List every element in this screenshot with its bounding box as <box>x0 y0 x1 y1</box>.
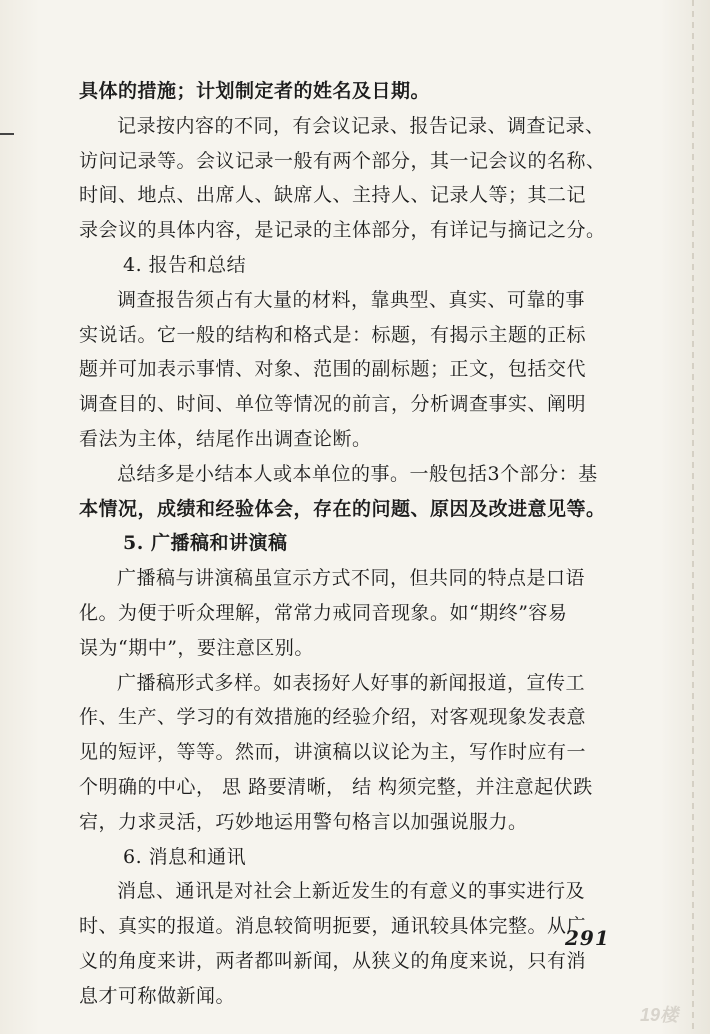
text-line: 记录按内容的不同，有会议记录、报告记录、调查记录、 <box>117 114 605 137</box>
text-line: 调查报告须占有大量的材料，靠典型、真实、可靠的事 <box>117 288 586 311</box>
text-line: 时、真实的报道。消息较简明扼要，通讯较具体完整。从广 <box>79 915 587 938</box>
text-line: 化。为便于听众理解，常常力戒同音现象。如“期终”容易 <box>79 601 568 624</box>
text-line: 广播稿形式多样。如表扬好人好事的新闻报道，宣传工 <box>117 671 586 694</box>
text-line: 作、生产、学习的有效措施的经验介绍，对客观现象发表意 <box>79 706 587 729</box>
text-line: 时间、地点、出席人、缺席人、主持人、记录人等；其二记 <box>79 184 587 207</box>
text-line: 录会议的具体内容，是记录的主体部分，有详记与摘记之分。 <box>79 219 606 242</box>
svg-text:19楼: 19楼 <box>640 1005 679 1025</box>
text-line: 访问记录等。会议记录一般有两个部分，其一记会议的名称、 <box>79 149 606 172</box>
text-line: 题并可加表示事情、对象、范围的副标题；正文，包括交代 <box>79 358 587 381</box>
page-number: 291 <box>565 926 610 950</box>
text-line: 实说话。它一般的结构和格式是：标题，有揭示主题的正标 <box>79 323 587 346</box>
text-line: 个明确的中心， 思 路要清晰， 结 构须完整，并注意起伏跌 <box>79 775 593 798</box>
page-edge-shadow <box>692 0 694 1034</box>
text-line: 见的短评，等等。然而，讲演稿以议论为主，写作时应有一 <box>79 741 587 764</box>
section-heading: 6. 消息和通讯 <box>123 845 247 868</box>
watermark-logo <box>638 1002 692 1026</box>
text-line: 宕，力求灵活，巧妙地运用警句格言以加强说服力。 <box>79 810 528 833</box>
text-line: 具体的措施；计划制定者的姓名及日期。 <box>79 80 431 102</box>
section-heading: 5. 广播稿和讲演稿 <box>123 532 288 555</box>
text-line: 看法为主体，结尾作出调查论断。 <box>79 427 372 450</box>
body-text <box>79 74 639 1014</box>
text-line: 总结多是小结本人或本单位的事。一般包括3个部分：基 <box>117 462 598 485</box>
text-line: 误为“期中”，要注意区别。 <box>79 636 314 659</box>
text-line: 广播稿与讲演稿虽宣示方式不同，但共同的特点是口语 <box>117 567 586 590</box>
section-heading: 4. 报告和总结 <box>123 253 247 276</box>
text-line: 本情况，成绩和经验体会，存在的问题、原因及改进意见等。 <box>79 497 606 520</box>
margin-mark <box>0 133 14 135</box>
text-line: 调查目的、时间、单位等情况的前言，分析调查事实、阐明 <box>79 393 587 416</box>
text-line: 息才可称做新闻。 <box>79 984 236 1007</box>
text-line: 义的角度来讲，两者都叫新闻，从狭义的角度来说，只有消 <box>79 949 587 972</box>
text-line: 消息、通讯是对社会上新近发生的有意义的事实进行及 <box>117 880 586 903</box>
